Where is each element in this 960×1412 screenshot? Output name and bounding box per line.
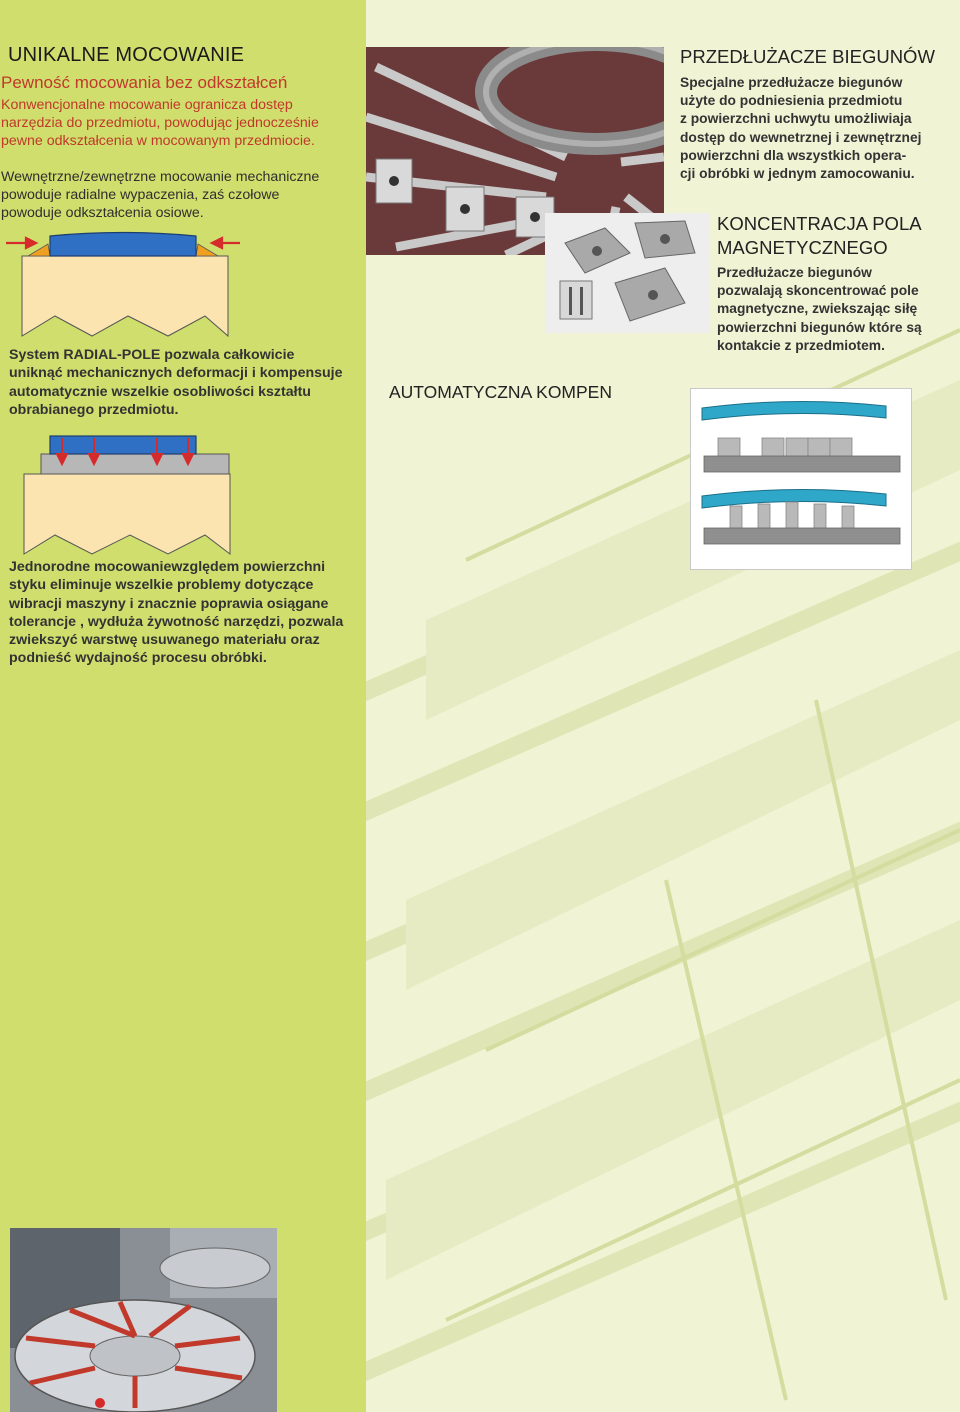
intro-paragraph	[1, 96, 363, 151]
text-line: Przedłużacze biegunów	[717, 265, 872, 280]
text-line: tolerancje , wydłuża żywotność narzędzi, pozwala	[9, 613, 344, 630]
text-line: pewne odkształcenia w mocowanym przedmiocie.	[1, 133, 315, 150]
koncentracja-paragraph	[717, 264, 922, 355]
text-line: użyte do podniesienia przedmiotu	[680, 93, 903, 109]
small-block	[560, 281, 592, 319]
text-line: Konwencjonalne mocowanie ogranicza dostęp	[1, 97, 293, 113]
text-line: z powierzchni uchwytu umożliwiaja	[680, 111, 912, 127]
text-line: kontakcie z przedmiotem.	[717, 337, 885, 353]
field-concentration-diagram	[690, 388, 912, 570]
text-line: Wewnętrzne/zewnętrzne mocowanie mechaniczne	[1, 169, 320, 185]
text-line: System RADIAL-POLE pozwala całkowicie	[9, 347, 295, 363]
text-line: Specjalne przedłużacze biegunów	[680, 75, 903, 90]
machine-chuck-photo	[10, 1228, 277, 1412]
section-title-koncentracja	[717, 212, 922, 260]
section-title-unikalne: UNIKALNE MOCOWANIE	[8, 44, 245, 66]
text-line: narzędzia do przedmiotu, powodując jednocześnie	[1, 115, 319, 132]
title-line: MAGNETYCZNEGO	[717, 237, 888, 258]
text-line: zwiekszyć warstwę usuwanego materiału oraz	[9, 632, 320, 649]
text-line: dostęp do wewnetrznej i zewnętrznej	[680, 129, 922, 145]
detail-paragraph	[1, 168, 363, 223]
text-line: podnieść wydajność procesu obróbki.	[9, 650, 267, 667]
text-line: automatycznie wszelkie osobliwości kształtu	[9, 383, 311, 400]
text-line: Jednorodne mocowaniewzględem powierzchni	[9, 559, 326, 575]
section-title-przedluzacze: PRZEDŁUŻACZE BIEGUNÓW	[680, 46, 935, 67]
text-line: wibracji maszyny i znacznie poprawia osiągane	[9, 595, 329, 612]
title-line: KONCENTRACJA POLA	[717, 213, 922, 234]
text-line: obrabianego przedmiotu.	[9, 401, 179, 418]
mechanical-clamping-diagram	[0, 226, 250, 338]
text-line: pozwalają skoncentrować pole	[717, 283, 919, 299]
text-line: styku eliminuje wszelkie problemy dotyczące	[9, 577, 314, 594]
text-line: powoduje odkształcenia osiowe.	[1, 205, 204, 222]
upper-table	[160, 1248, 270, 1288]
chuck-base	[704, 456, 900, 472]
magnetic-clamping-diagram	[20, 432, 235, 557]
section-subtitle: Pewność mocowania bez odkształceń	[1, 73, 288, 92]
chuck-body	[24, 474, 230, 554]
workpiece	[50, 233, 196, 257]
jednorodne-paragraph	[9, 558, 369, 668]
chuck-base-2	[704, 528, 900, 544]
chuck-body	[22, 256, 228, 336]
text-line: magnetyczne, zwiekszając siłę	[717, 301, 918, 317]
przedluzacze-paragraph	[680, 74, 921, 183]
workpiece	[50, 436, 196, 454]
text-line: powierzchni dla wszystkich opera-	[680, 147, 907, 163]
section-title-automatyczna: AUTOMATYCZNA KOMPEN	[389, 382, 612, 402]
text-line: uniknąć mechanicznych deformacji i kompensuje	[9, 365, 343, 382]
right-clamp	[196, 244, 218, 256]
chuck-plate	[41, 454, 229, 474]
text-line: cji obróbki w jednym zamocowaniu.	[680, 166, 915, 182]
radial-pole-paragraph	[9, 346, 369, 419]
pole-extension-photo	[545, 213, 710, 333]
text-line: powoduje radialne wypaczenia, zaś czołowe	[1, 187, 280, 204]
text-line: powierzchni biegunów które są	[717, 319, 922, 335]
